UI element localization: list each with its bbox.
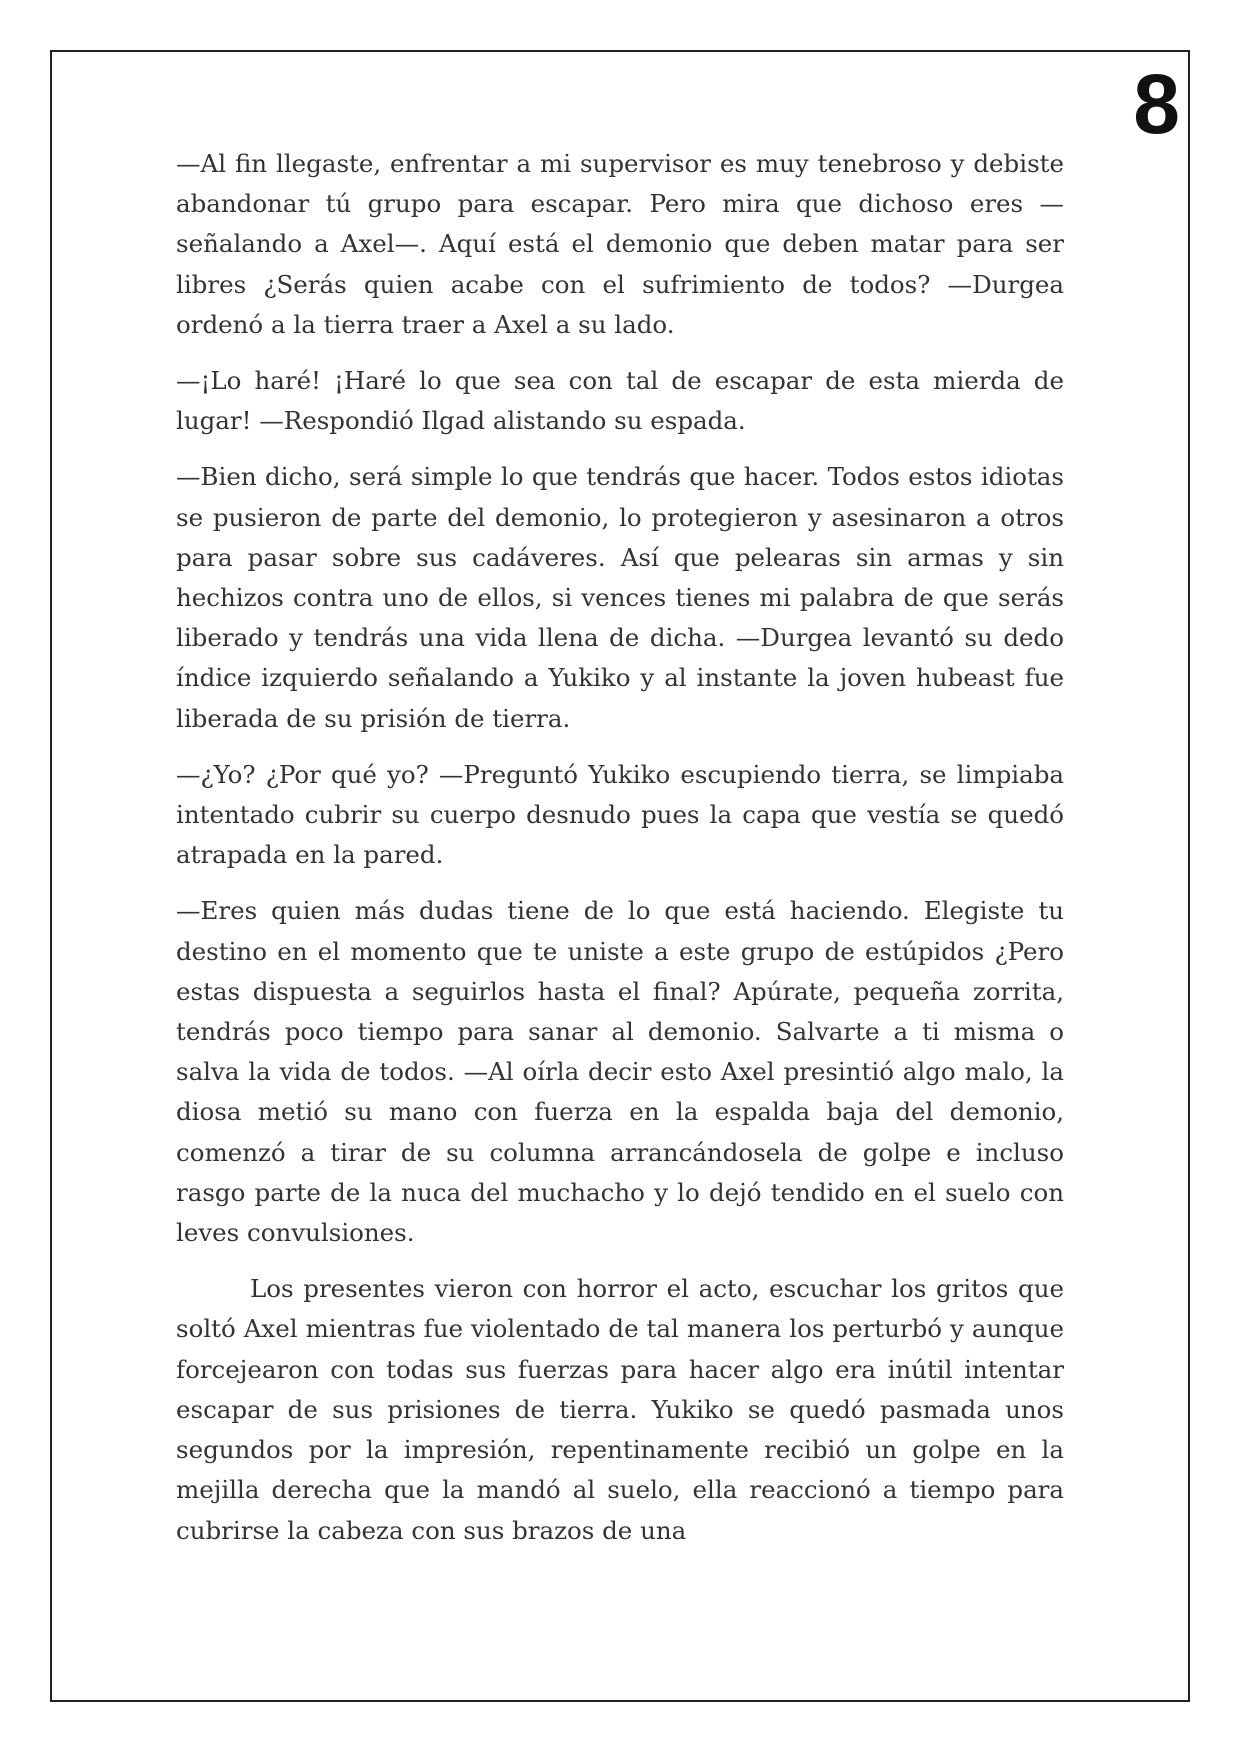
paragraph-2: —¡Lo haré! ¡Haré lo que sea con tal de escapar de esta mierda de lugar! —Respondió Ilgad alistando su espada. [176, 366, 1064, 436]
paragraph-3: —Bien dicho, será simple lo que tendrás que hacer. Todos estos idiotas se pusieron de parte del demonio, lo protegieron y asesinaron a otros para pasar sobre sus cadáveres. Así que pelearas sin armas y sin hechizos contra uno de ellos, si vences tienes mi palabra de que serás liberado y tendrás una vida llena de dicha. —Durgea levantó su dedo índice izquierdo señalando a Yukiko y al instante la joven hubeast fue liberada de su prisión de tierra. [176, 462, 1064, 733]
paragraph-6: Los presentes vieron con horror el acto, escuchar los gritos que soltó Axel mientras fue violentado de tal manera los perturbó y aunque forcejearon con todas sus fuerzas para hacer algo era inútil intentar escapar de sus prisiones de tierra. Yukiko se quedó pasmada unos segundos por la impresión, repentinamente recibió un golpe en la mejilla derecha que la mandó al suelo, ella reaccionó a tiempo para cubrirse la cabeza con sus brazos de una [176, 1274, 1064, 1545]
paragraph-1: —Al fin llegaste, enfrentar a mi supervisor es muy tenebroso y debiste abandonar tú grupo para escapar. Pero mira que dichoso eres —señalando a Axel—. Aquí está el demonio que deben matar para ser libres ¿Serás quien acabe con el sufrimiento de todos? —Durgea ordenó a la tierra traer a Axel a su lado. [176, 149, 1064, 339]
page-text-body [176, 144, 1064, 1567]
paragraph-5: —Eres quien más dudas tiene de lo que está haciendo. Elegiste tu destino en el momento que te uniste a este grupo de estúpidos ¿Pero estas dispuesta a seguirlos hasta el final? Apúrate, pequeña zorrita, tendrás poco tiempo para sanar al demonio. Salvarte a ti misma o salva la vida de todos. —Al oírla decir esto Axel presintió algo malo, la diosa metió su mano con fuerza en la espalda baja del demonio, comenzó a tirar de su columna arrancándosela de golpe e incluso rasgo parte de la nuca del muchacho y lo dejó tendido en el suelo con leves convulsiones. [176, 896, 1064, 1248]
paragraph-4: —¿Yo? ¿Por qué yo? —Preguntó Yukiko escupiendo tierra, se limpiaba intentado cubrir su cuerpo desnudo pues la capa que vestía se quedó atrapada en la pared. [176, 759, 1064, 870]
page-number: 8 [1133, 57, 1180, 151]
